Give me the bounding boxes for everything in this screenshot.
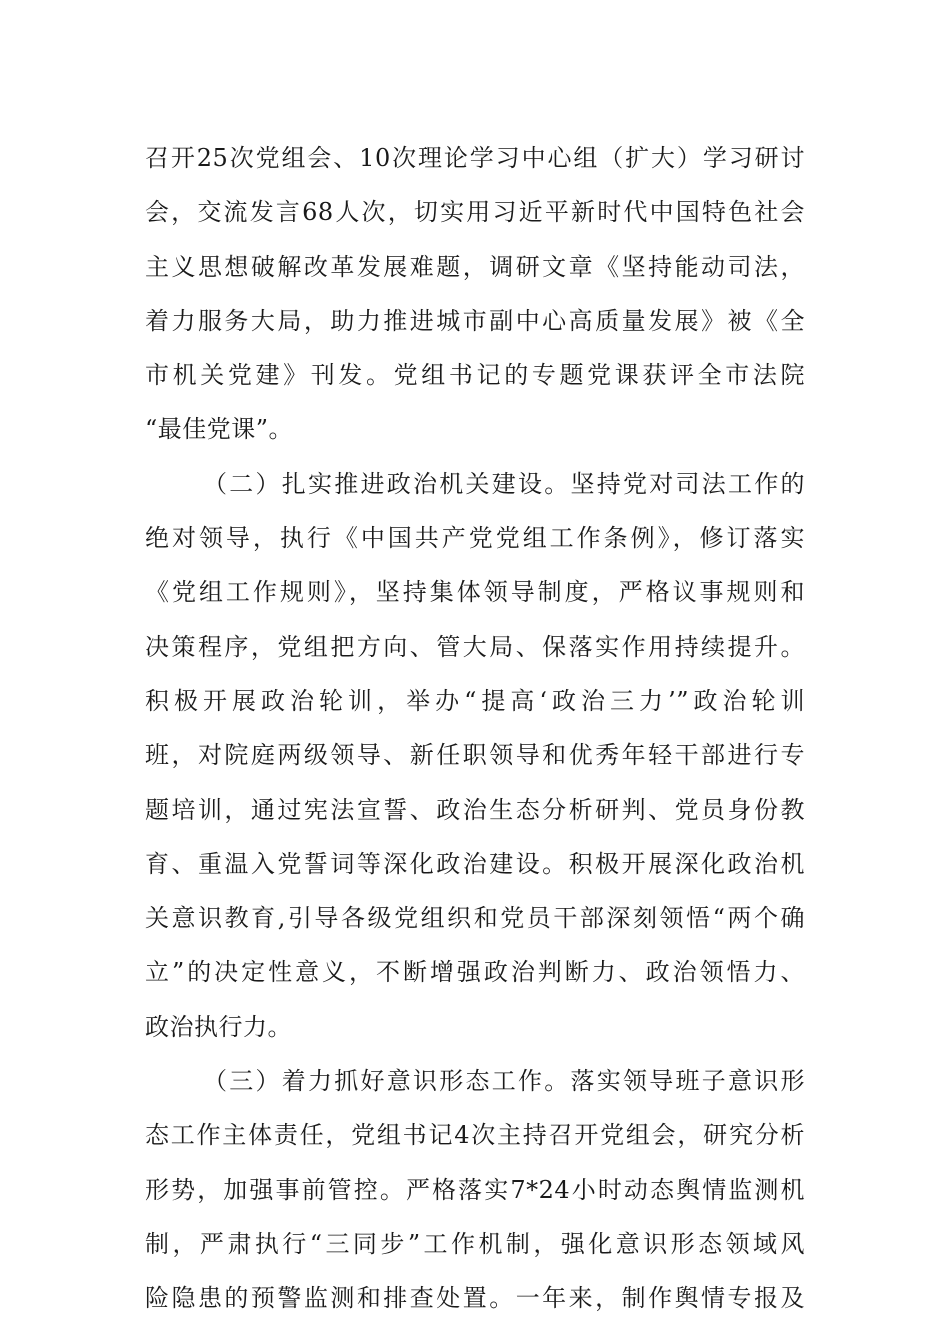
text-line: 形势，加强事前管控。严格落实7*24小时动态舆情监测机 [145,1175,805,1204]
text-line: 着力服务大局，助力推进城市副中心高质量发展》被《全 [145,306,805,335]
text-line: 立”的决定性意义，不断增强政治判断力、政治领悟力、 [145,958,805,987]
text-line: 态工作主体责任，党组书记4次主持召开党组会，研究分析 [145,1121,805,1150]
text-line: 险隐患的预警监测和排查处置。一年来，制作舆情专报及 [145,1284,805,1313]
text-line: 班，对院庭两级领导、新任职领导和优秀年轻干部进行专 [145,741,805,770]
paragraph-intro-continuation [145,131,805,457]
document-page [145,131,805,1326]
section-heading-line: （二）扎实推进政治机关建设。坚持党对司法工作的 [203,469,805,498]
text-line: 市机关党建》刊发。党组书记的专题党课获评全市法院 [145,361,805,390]
text-line: 积极开展政治轮训，举办“提高‘政治三力’”政治轮训 [145,686,805,715]
paragraph-section-2 [145,457,805,1054]
section-heading-line: （三）着力抓好意识形态工作。落实领导班子意识形 [203,1067,805,1096]
text-line: 会，交流发言68人次，切实用习近平新时代中国特色社会 [145,198,805,227]
text-line: 绝对领导，执行《中国共产党党组工作条例》，修订落实 [145,524,805,553]
text-line: 关意识教育,引导各级党组织和党员干部深刻领悟“两个确 [145,904,805,933]
text-line: 政治执行力。 [145,1012,292,1041]
text-line: 《党组工作规则》，坚持集体领导制度，严格议事规则和 [145,578,805,607]
text-line: 制，严肃执行“三同步”工作机制，强化意识形态领域风 [145,1229,805,1258]
text-line: 育、重温入党誓词等深化政治建设。积极开展深化政治机 [145,849,805,878]
text-line: “最佳党课”。 [145,415,294,444]
text-line: 题培训，通过宪法宣誓、政治生态分析研判、党员身份教 [145,795,805,824]
text-line: 召开25次党组会、10次理论学习中心组（扩大）学习研讨 [145,144,805,172]
text-line: 决策程序，党组把方向、管大局、保落实作用持续提升。 [145,632,805,661]
text-line: 主义思想破解改革发展难题，调研文章《坚持能动司法， [145,252,805,281]
paragraph-section-3 [145,1054,805,1325]
